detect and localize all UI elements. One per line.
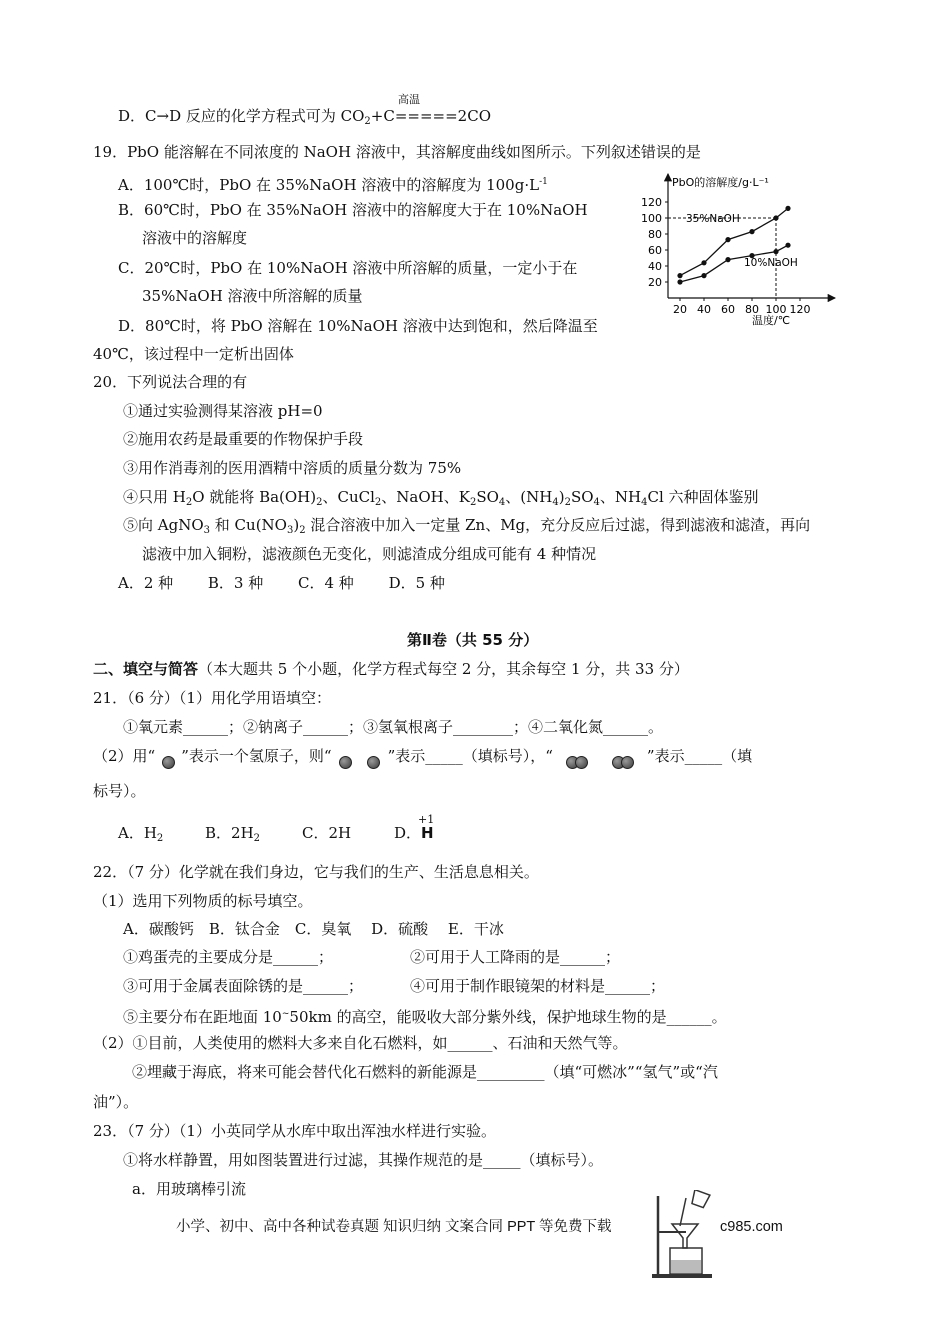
data-point xyxy=(677,273,682,278)
x-tick-label: 100 xyxy=(765,303,787,316)
q19-option-b-line2: 溶液中的溶解度 xyxy=(142,229,248,247)
data-point xyxy=(773,249,778,254)
data-point xyxy=(785,206,790,211)
q22-item-3: ③可用于金属表面除锈的是______； xyxy=(123,977,364,995)
q21-stem: 21．（6 分）（1）用化学用语填空： xyxy=(93,689,331,707)
q23-option-a: a．用玻璃棒引流 xyxy=(132,1180,246,1198)
solubility-chart xyxy=(640,168,845,333)
hydrogen-molecule-icon xyxy=(612,754,634,774)
q22-item-5: ⑤主要分布在距地面 10~50km 的高空，能吸收大部分紫外线，保护地球生物的是______。 xyxy=(123,1008,727,1026)
x-tick-label: 80 xyxy=(745,303,759,316)
y-tick-label: 80 xyxy=(648,228,662,241)
x-tick-label: 120 xyxy=(789,303,811,316)
q19-option-c-line1: C．20℃时，PbO 在 10%NaOH 溶液中所溶解的质量，一定小于在 xyxy=(118,259,578,277)
data-point xyxy=(725,257,730,262)
q20-options: A．2 种 B．3 种 C．4 种 D．5 种 xyxy=(118,574,445,592)
option-a-text: A．100℃时，PbO 在 35%NaOH 溶液中的溶解度为 100g·L xyxy=(118,176,540,194)
q19-option-b-line1: B．60℃时，PbO 在 35%NaOH 溶液中的溶解度大于在 10%NaOH xyxy=(118,201,588,219)
y-tick-label: 120 xyxy=(641,196,662,209)
q19-option-a xyxy=(118,172,548,195)
q23-line1: ①将水样静置，用如图装置进行过滤，其操作规范的是_____（填标号）。 xyxy=(123,1151,604,1169)
q20-item-1: ①通过实验测得某溶液 pH=0 xyxy=(123,402,323,420)
q21-option-d: D．H xyxy=(394,824,434,842)
hydrogen-atom-icon xyxy=(339,756,352,769)
x-tick-label: 20 xyxy=(673,303,687,316)
q22-stem: 22．（7 分）化学就在我们身边，它与我们的生产、生活息息相关。 xyxy=(93,863,539,881)
data-point xyxy=(701,260,706,265)
q21-line1: ①氧元素______；②钠离子______；③氢氧根离子________；④二氧化氮______。 xyxy=(123,718,664,736)
part-title: 第Ⅱ卷（共 55 分） xyxy=(407,631,539,649)
option-d-equation xyxy=(118,106,491,132)
q21-option-b: B．$2H_2$ xyxy=(205,824,261,844)
footer-text: 小学、初中、高中各种试卷真题 知识归纳 文案合同 PPT 等免费下载 xyxy=(176,1219,612,1235)
section-heading-note: （本大题共 5 个小题，化学方程式每空 2 分，其余每空 1 分，共 33 分） xyxy=(198,660,689,678)
q21-option-a: A．$H_2$ xyxy=(118,824,164,844)
q23-stem: 23．（7 分）（1）小英同学从水库中取出浑浊水样进行实验。 xyxy=(93,1122,496,1140)
q19-stem: 19．PbO 能溶解在不同浓度的 NaOH 溶液中，其溶解度曲线如图所示。下列叙述错误的是 xyxy=(93,143,701,161)
chart-title: PbO的溶解度/g·L⁻¹ xyxy=(672,176,769,189)
q20-item-5: ⑤向 AgNO$_3$ 和 $Cu(NO_3)_2$ 混合溶液中加入一定量 Zn、Mg，充分反应后过滤，得到滤液和滤渣，再向 xyxy=(123,516,811,536)
y-tick-label: 60 xyxy=(648,244,662,257)
hydrogen-atom-icon xyxy=(367,756,380,769)
q22-item-4: ④可用于制作眼镜架的材料是______； xyxy=(410,977,666,995)
q22-item-2: ②可用于人工降雨的是______； xyxy=(410,948,621,966)
q22-item-1: ①鸡蛋壳的主要成分是______； xyxy=(123,948,334,966)
data-point xyxy=(701,273,706,278)
data-point xyxy=(773,215,778,220)
hydrogen-molecule-icon xyxy=(566,754,588,774)
q22-part2-line2: ②埋藏于海底，将来可能会替代化石燃料的新能源是_________（填“可燃冰”“氢气”或“汽 xyxy=(132,1063,718,1081)
q20-item-5-line2: 滤液中加入铜粉，滤液颜色无变化，则滤渣成分组成可能有 4 种情况 xyxy=(142,545,597,563)
valence-charge: +1 xyxy=(418,813,435,826)
series-label-10: 10%NaOH xyxy=(744,257,798,269)
data-point xyxy=(785,243,790,248)
q21-option-c: C．2H xyxy=(302,824,352,842)
footer-site-link[interactable]: c985.com xyxy=(720,1219,783,1235)
equation-suffix: +C=====2CO xyxy=(370,107,492,125)
q19-option-d-line2: 40℃，该过程中一定析出固体 xyxy=(93,345,294,363)
section-heading xyxy=(93,659,689,679)
y-tick-label: 40 xyxy=(648,260,662,273)
q20-item-2: ②施用农药是最重要的作物保护手段 xyxy=(123,430,364,448)
q22-part2: （2）①目前，人类使用的燃料大多来自化石燃料，如______、石油和天然气等。 xyxy=(93,1034,628,1052)
filtration-apparatus-icon xyxy=(648,1190,718,1280)
q21-line2: （2）用“ ”表示一个氢原子，则“ ”表示_____（填标号），“ ”表示_____（填 xyxy=(93,746,752,774)
q20-item-3: ③用作消毒剂的医用酒精中溶质的质量分数为 75% xyxy=(123,459,462,477)
q22-part1: （1）选用下列物质的标号填空。 xyxy=(93,892,313,910)
x-axis-label: 温度/℃ xyxy=(752,314,791,327)
subscript: 2 xyxy=(364,116,371,127)
x-tick-label: 60 xyxy=(721,303,735,316)
q20-item-4: ④只用 $H_2O$ 就能将 $Ba(OH)_2$、CuCl$_2$、NaOH、$K_2SO_4$、$(NH_4)_2SO_4$、$NH_4Cl$ 六种固体鉴别 xyxy=(123,488,759,508)
q22-options: A．碳酸钙 B．钛合金 C．臭氧 D．硫酸 E．干冰 xyxy=(123,920,504,938)
x-tick-label: 40 xyxy=(697,303,711,316)
reaction-condition: 高温 xyxy=(398,93,420,106)
y-tick-label: 100 xyxy=(641,212,662,225)
data-point xyxy=(725,237,730,242)
y-tick-label: 20 xyxy=(648,276,662,289)
data-point xyxy=(749,229,754,234)
data-point xyxy=(677,279,682,284)
q19-option-c-line2: 35%NaOH 溶液中所溶解的质量 xyxy=(142,287,363,305)
q21-line3: 标号）。 xyxy=(93,782,146,800)
hydrogen-atom-icon xyxy=(162,756,175,769)
q20-stem: 20．下列说法合理的有 xyxy=(93,373,248,391)
q19-option-d-line1: D．80℃时，将 PbO 溶解在 10%NaOH 溶液中达到饱和，然后降温至 xyxy=(118,317,598,335)
section-heading-bold: 二、填空与简答 xyxy=(93,660,199,678)
equation-prefix: D．C→D 反应的化学方程式可为 CO xyxy=(118,107,365,125)
series-label-35: 35%NaOH xyxy=(686,213,740,225)
superscript: -1 xyxy=(539,177,548,187)
q22-part2-line3: 油”）。 xyxy=(93,1093,139,1111)
